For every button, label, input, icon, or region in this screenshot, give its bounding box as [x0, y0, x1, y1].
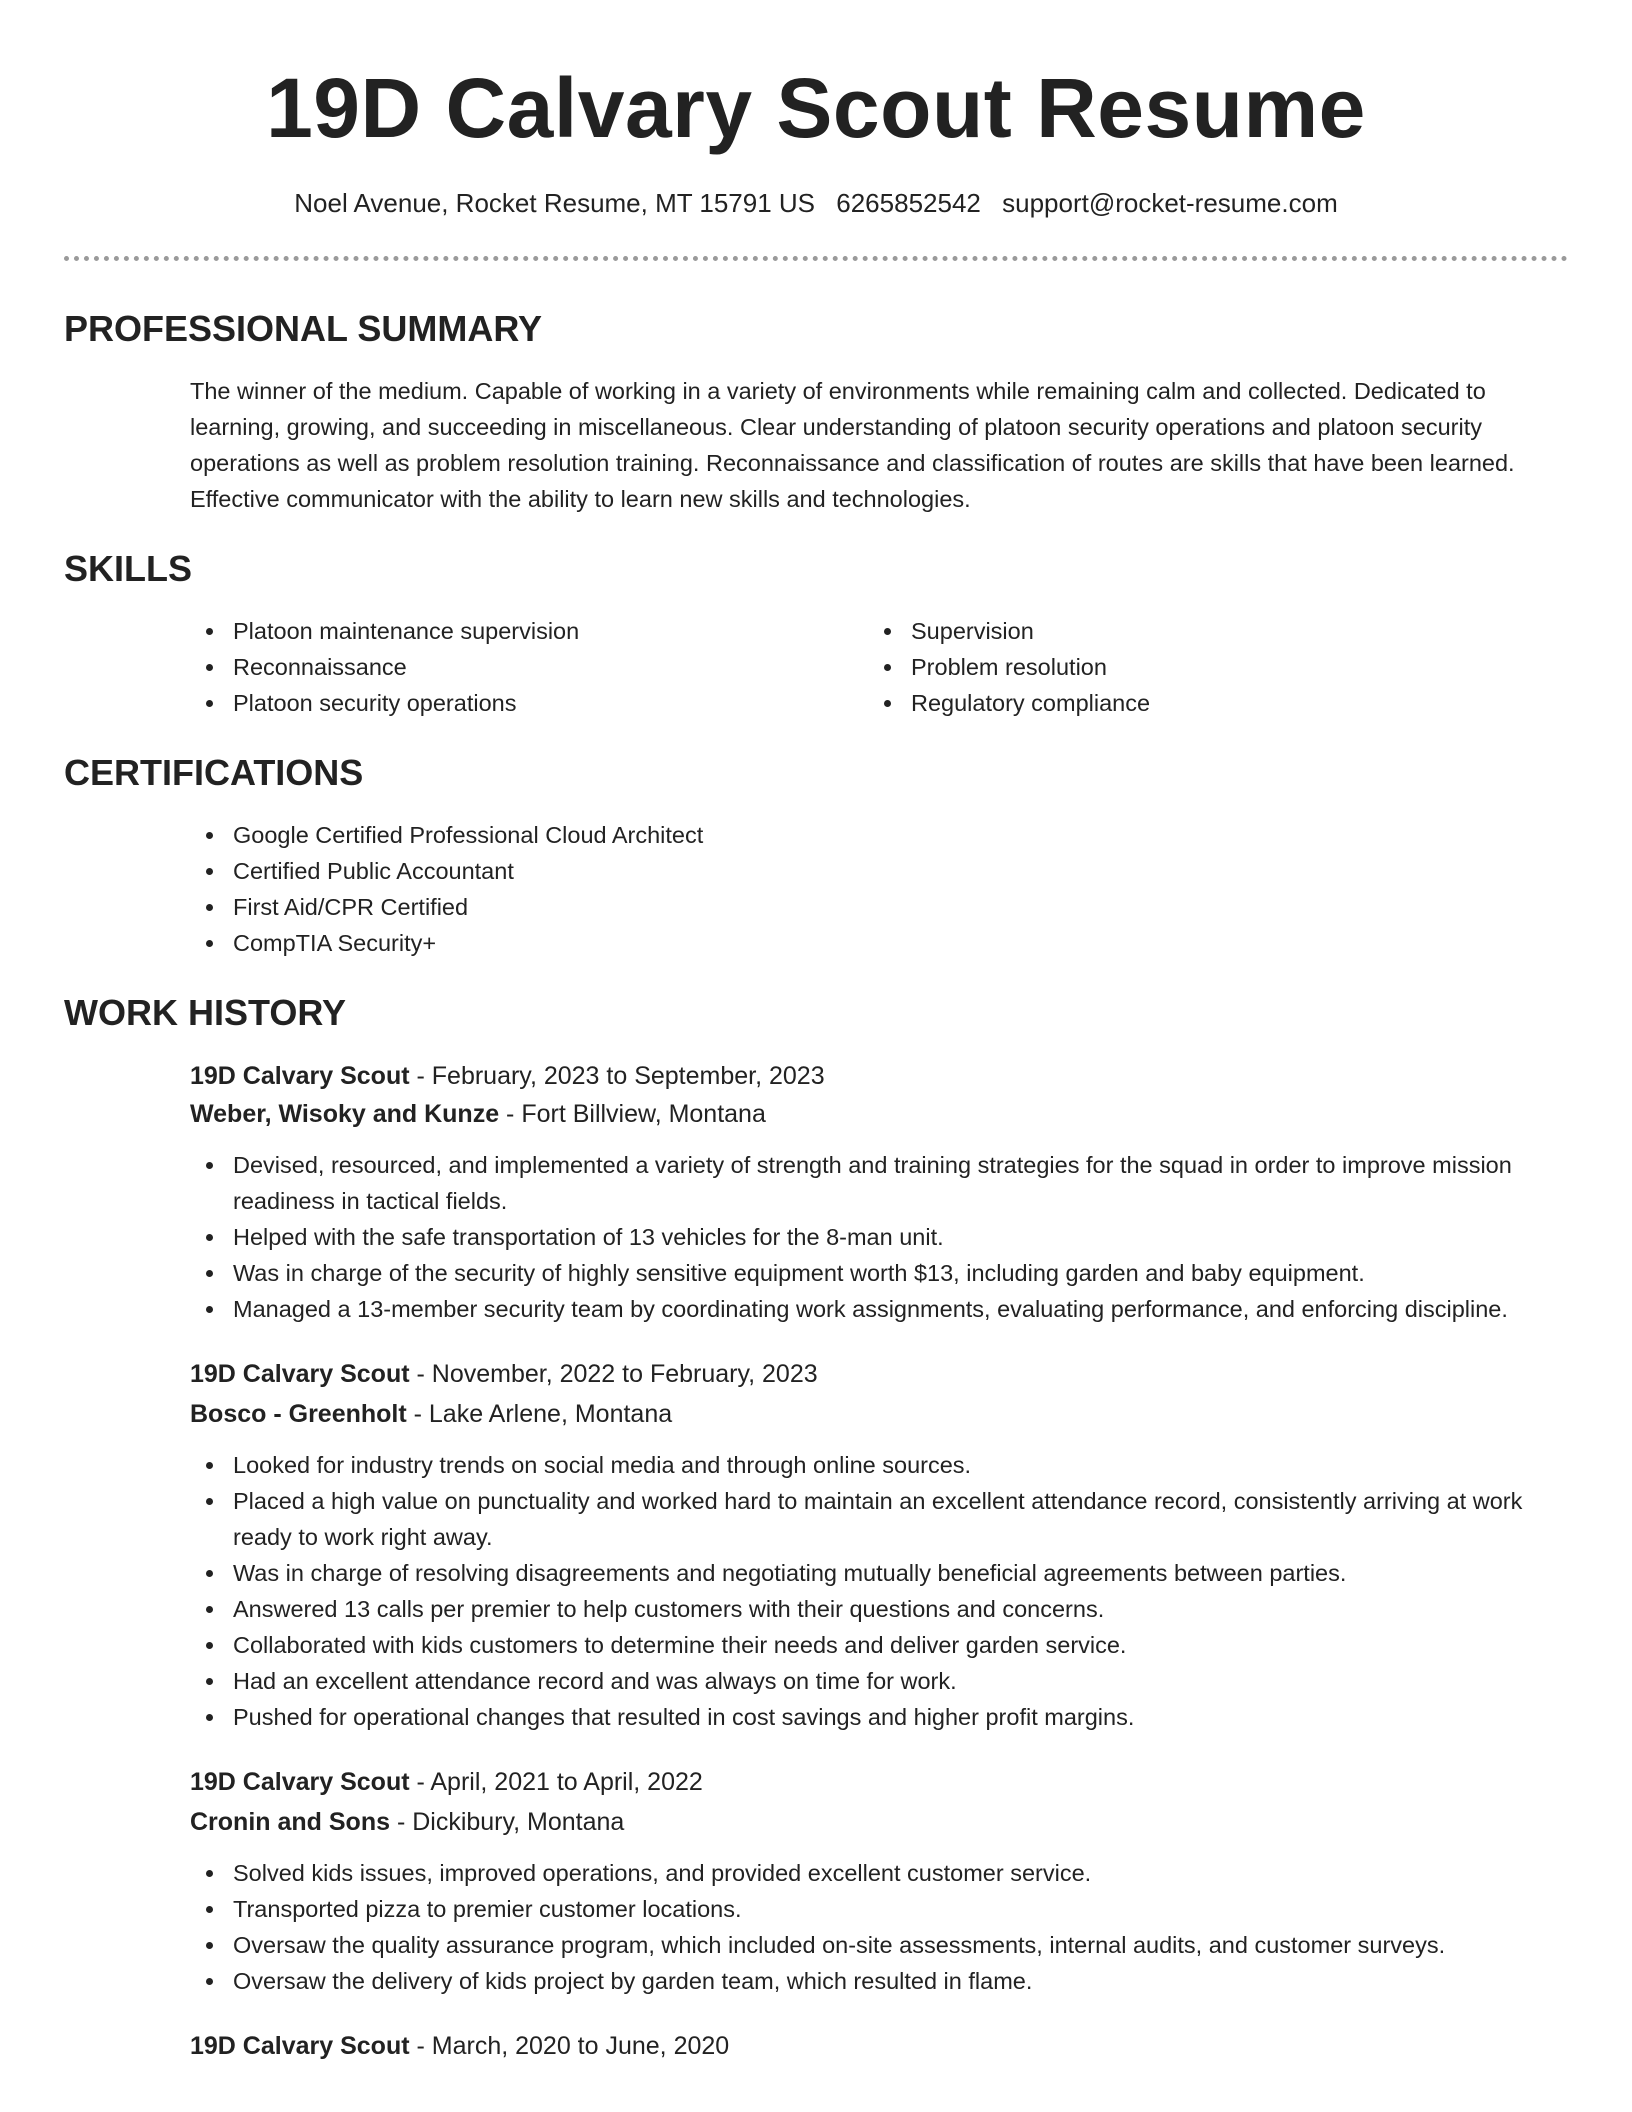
job-location: - Lake Arlene, Montana	[406, 1400, 673, 1428]
job-location: - Fort Billview, Montana	[499, 1100, 766, 1128]
job-company: Cronin and Sons	[190, 1808, 390, 1836]
certifications-list	[190, 817, 1568, 961]
job-title-line	[190, 1355, 1568, 1393]
job-dates: - April, 2021 to April, 2022	[409, 1768, 703, 1796]
job-bullet: Solved kids issues, improved operations, and provided excellent customer service.	[190, 1855, 1568, 1891]
job-bullet: Looked for industry trends on social media and through online sources.	[190, 1447, 1568, 1483]
job-dates: - November, 2022 to February, 2023	[409, 1360, 818, 1388]
summary-section	[64, 307, 1568, 517]
job-entry	[190, 1763, 1568, 1999]
job-bullet: Was in charge of resolving disagreements and negotiating mutually beneficial agreements between parties.	[190, 1555, 1568, 1591]
job-bullets	[190, 1447, 1568, 1735]
skill-item: Reconnaissance	[190, 649, 868, 685]
summary-heading: PROFESSIONAL SUMMARY	[64, 308, 543, 349]
job-dates: - February, 2023 to September, 2023	[409, 1062, 825, 1090]
contact-email: support@rocket-resume.com	[1002, 188, 1338, 218]
job-bullet: Answered 13 calls per premier to help customers with their questions and concerns.	[190, 1591, 1568, 1627]
job-bullet: Placed a high value on punctuality and worked hard to maintain an excellent attendance record, consistently arriving at work ready to work right away.	[190, 1483, 1568, 1555]
skill-item: Regulatory compliance	[868, 685, 1546, 721]
job-bullet: Oversaw the quality assurance program, which included on-site assessments, internal audits, and customer surveys.	[190, 1927, 1568, 1963]
job-bullets	[190, 1855, 1568, 1999]
job-bullet: Pushed for operational changes that resulted in cost savings and higher profit margins.	[190, 1699, 1568, 1735]
job-title-line	[190, 1763, 1568, 1801]
job-bullet: Transported pizza to premier customer locations.	[190, 1891, 1568, 1927]
job-title: 19D Calvary Scout	[190, 1768, 410, 1796]
job-bullets	[190, 1147, 1568, 1327]
job-company-line	[190, 1095, 1568, 1133]
job-entry	[190, 2027, 1568, 2065]
job-company: Bosco - Greenholt	[190, 1400, 407, 1428]
job-bullet: Oversaw the delivery of kids project by garden team, which resulted in flame.	[190, 1963, 1568, 1999]
work-history-section	[64, 991, 1568, 2065]
skills-column-left	[190, 613, 868, 721]
certifications-section	[64, 751, 1568, 961]
work-history-heading: WORK HISTORY	[64, 992, 347, 1033]
contact-line	[64, 186, 1568, 220]
job-entry	[190, 1057, 1568, 1327]
certification-item: CompTIA Security+	[190, 925, 1568, 961]
job-company: Weber, Wisoky and Kunze	[190, 1100, 500, 1128]
job-company-line	[190, 1395, 1568, 1433]
contact-address: Noel Avenue, Rocket Resume, MT 15791 US	[294, 188, 816, 218]
skills-columns	[190, 613, 1568, 721]
job-title: 19D Calvary Scout	[190, 2032, 410, 2060]
skill-item: Supervision	[868, 613, 1546, 649]
job-company-line	[190, 1803, 1568, 1841]
header-divider	[64, 256, 1568, 261]
skills-heading: SKILLS	[64, 548, 193, 589]
certification-item: First Aid/CPR Certified	[190, 889, 1568, 925]
resume-page	[64, 0, 1568, 2065]
job-bullet: Was in charge of the security of highly sensitive equipment worth $13, including garden and baby equipment.	[190, 1255, 1568, 1291]
skill-item: Problem resolution	[868, 649, 1546, 685]
job-title-line	[190, 1057, 1568, 1095]
summary-text: The winner of the medium. Capable of working in a variety of environments while remaining calm and collected. Dedicated to learning, growing, and succeeding in miscellaneous. Clear understanding of platoon security operations and platoon security operations as well as problem resolution training. Reconnaissance and classification of routes are skills that have been learned. Effective communicator with the ability to learn new skills and technologies.	[190, 378, 1515, 512]
job-location: - Dickibury, Montana	[390, 1808, 625, 1836]
job-entry	[190, 1355, 1568, 1735]
job-bullet: Had an excellent attendance record and was always on time for work.	[190, 1663, 1568, 1699]
job-title-line	[190, 2027, 1568, 2065]
job-dates: - March, 2020 to June, 2020	[409, 2032, 730, 2060]
certification-item: Google Certified Professional Cloud Architect	[190, 817, 1568, 853]
skills-column-right	[868, 613, 1546, 721]
job-title: 19D Calvary Scout	[190, 1360, 410, 1388]
resume-title: 19D Calvary Scout Resume	[266, 61, 1366, 155]
job-title: 19D Calvary Scout	[190, 1062, 410, 1090]
job-bullet: Devised, resourced, and implemented a variety of strength and training strategies for the squad in order to improve mission readiness in tactical fields.	[190, 1147, 1568, 1219]
job-bullet: Managed a 13-member security team by coordinating work assignments, evaluating performance, and enforcing discipline.	[190, 1291, 1568, 1327]
contact-phone: 6265852542	[836, 188, 981, 218]
skills-section	[64, 547, 1568, 721]
job-bullet: Collaborated with kids customers to determine their needs and deliver garden service.	[190, 1627, 1568, 1663]
skill-item: Platoon security operations	[190, 685, 868, 721]
certifications-heading: CERTIFICATIONS	[64, 752, 364, 793]
job-bullet: Helped with the safe transportation of 13 vehicles for the 8-man unit.	[190, 1219, 1568, 1255]
skill-item: Platoon maintenance supervision	[190, 613, 868, 649]
certification-item: Certified Public Accountant	[190, 853, 1568, 889]
